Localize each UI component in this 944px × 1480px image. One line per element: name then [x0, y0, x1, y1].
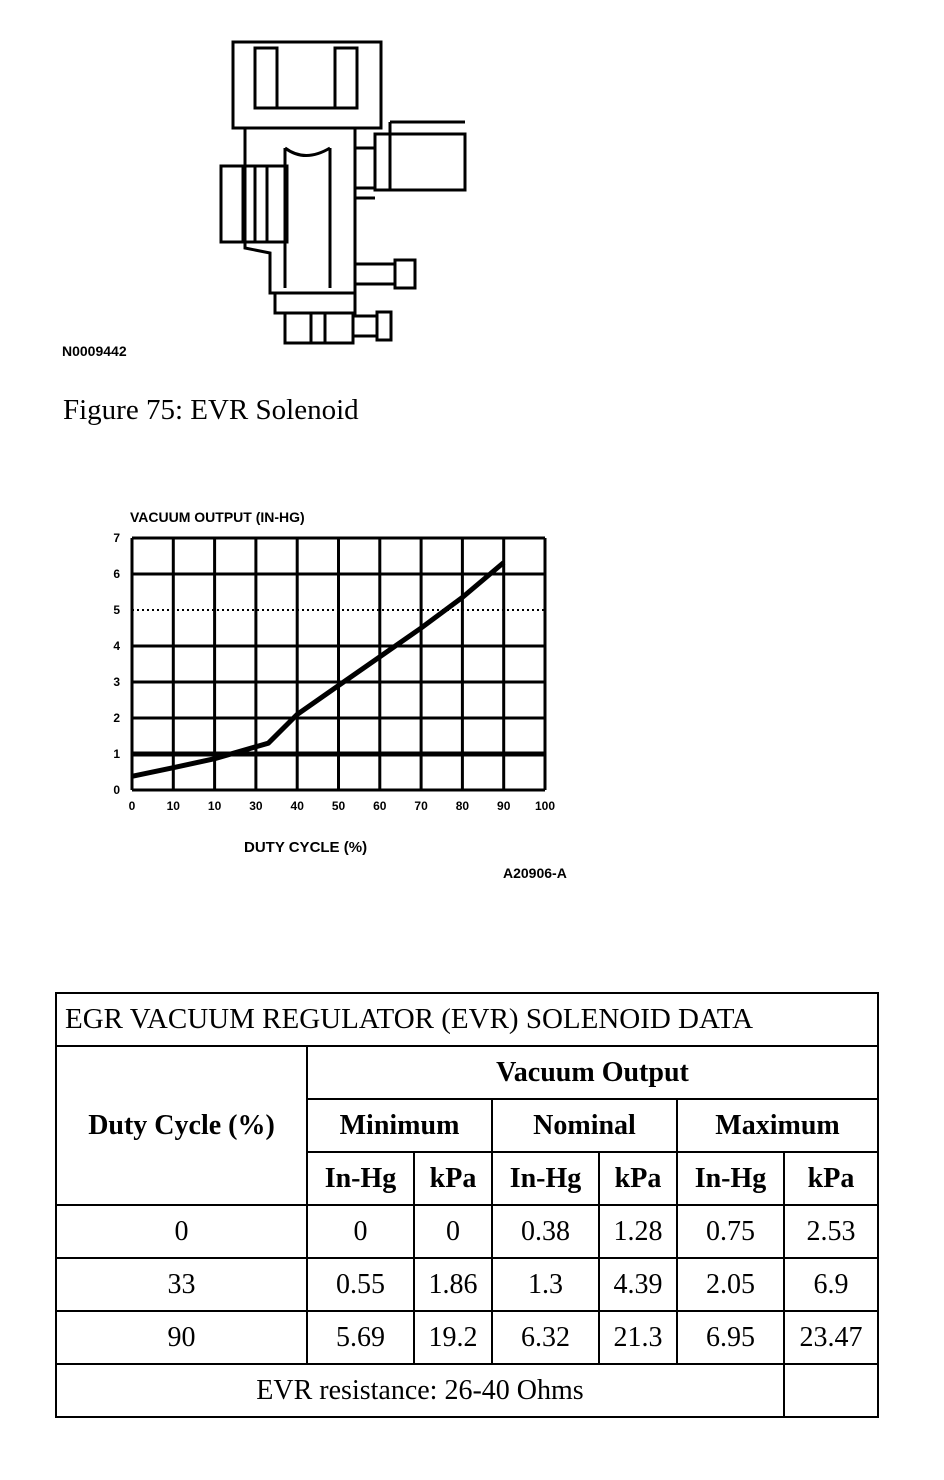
- value-cell: 0: [307, 1205, 414, 1258]
- value-cell: 0.38: [492, 1205, 599, 1258]
- chart-grid: [132, 538, 545, 790]
- y-tick-label: 2: [113, 711, 120, 725]
- value-cell: 2.05: [677, 1258, 784, 1311]
- y-tick-label: 7: [113, 531, 120, 545]
- value-cell: 0.75: [677, 1205, 784, 1258]
- unit-header: In-Hg: [677, 1152, 784, 1205]
- vacuum-output-chart: [100, 500, 600, 890]
- value-cell: 6.9: [784, 1258, 878, 1311]
- y-tick-label: 0: [113, 783, 120, 797]
- x-tick-label: 0: [128, 799, 136, 813]
- value-cell: 19.2: [414, 1311, 492, 1364]
- duty-cell: 90: [56, 1311, 307, 1364]
- evr-solenoid-data-table: [55, 992, 879, 1418]
- y-tick-label: 4: [113, 639, 120, 653]
- figure-caption: Figure 75: EVR Solenoid: [63, 394, 359, 426]
- nominal-header: Nominal: [492, 1099, 677, 1152]
- value-cell: 6.95: [677, 1311, 784, 1364]
- minimum-header: Minimum: [307, 1099, 492, 1152]
- table-row: [56, 1311, 878, 1364]
- value-cell: 0: [414, 1205, 492, 1258]
- value-cell: 1.86: [414, 1258, 492, 1311]
- series-line: [132, 563, 504, 777]
- duty-cycle-header: Duty Cycle (%): [56, 1046, 307, 1205]
- unit-header: kPa: [599, 1152, 677, 1205]
- maximum-header: Maximum: [677, 1099, 878, 1152]
- value-cell: 1.3: [492, 1258, 599, 1311]
- y-tick-label: 6: [113, 567, 120, 581]
- x-tick-label: 30: [249, 799, 263, 813]
- duty-cell: 33: [56, 1258, 307, 1311]
- x-tick-label: 10: [166, 799, 180, 813]
- unit-header: kPa: [414, 1152, 492, 1205]
- x-tick-label: 70: [414, 799, 428, 813]
- x-tick-label: 40: [290, 799, 304, 813]
- y-tick-label: 1: [113, 747, 120, 761]
- value-cell: 2.53: [784, 1205, 878, 1258]
- value-cell: 5.69: [307, 1311, 414, 1364]
- y-tick-labels: [113, 531, 120, 797]
- x-tick-label: 100: [534, 799, 556, 813]
- y-tick-label: 3: [113, 675, 120, 689]
- x-tick-label: 80: [455, 799, 470, 813]
- chart-title: VACUUM OUTPUT (IN-HG): [130, 509, 305, 525]
- duty-cell: 0: [56, 1205, 307, 1258]
- value-cell: 0.55: [307, 1258, 414, 1311]
- x-tick-label: 60: [373, 799, 387, 813]
- y-tick-label: 5: [113, 603, 120, 617]
- unit-header: kPa: [784, 1152, 878, 1205]
- value-cell: 6.32: [492, 1311, 599, 1364]
- value-cell: 4.39: [599, 1258, 677, 1311]
- x-tick-labels: [129, 799, 556, 813]
- unit-header: In-Hg: [307, 1152, 414, 1205]
- empty-cell: [784, 1364, 878, 1417]
- x-tick-label: 50: [331, 799, 346, 813]
- table-row: [56, 1205, 878, 1258]
- figure-code: N0009442: [62, 343, 127, 359]
- unit-header: In-Hg: [492, 1152, 599, 1205]
- chart-code: A20906-A: [503, 865, 567, 881]
- value-cell: 23.47: [784, 1311, 878, 1364]
- chart-xlabel: DUTY CYCLE (%): [244, 839, 368, 856]
- table-title: EGR VACUUM REGULATOR (EVR) SOLENOID DATA: [56, 993, 878, 1046]
- resistance-note: EVR resistance: 26-40 Ohms: [56, 1364, 784, 1417]
- table-row: [56, 1258, 878, 1311]
- evr-solenoid-illustration: [215, 38, 475, 348]
- vacuum-output-header: Vacuum Output: [307, 1046, 878, 1099]
- value-cell: 1.28: [599, 1205, 677, 1258]
- x-tick-label: 90: [497, 799, 511, 813]
- x-tick-label: 10: [207, 799, 222, 813]
- value-cell: 21.3: [599, 1311, 677, 1364]
